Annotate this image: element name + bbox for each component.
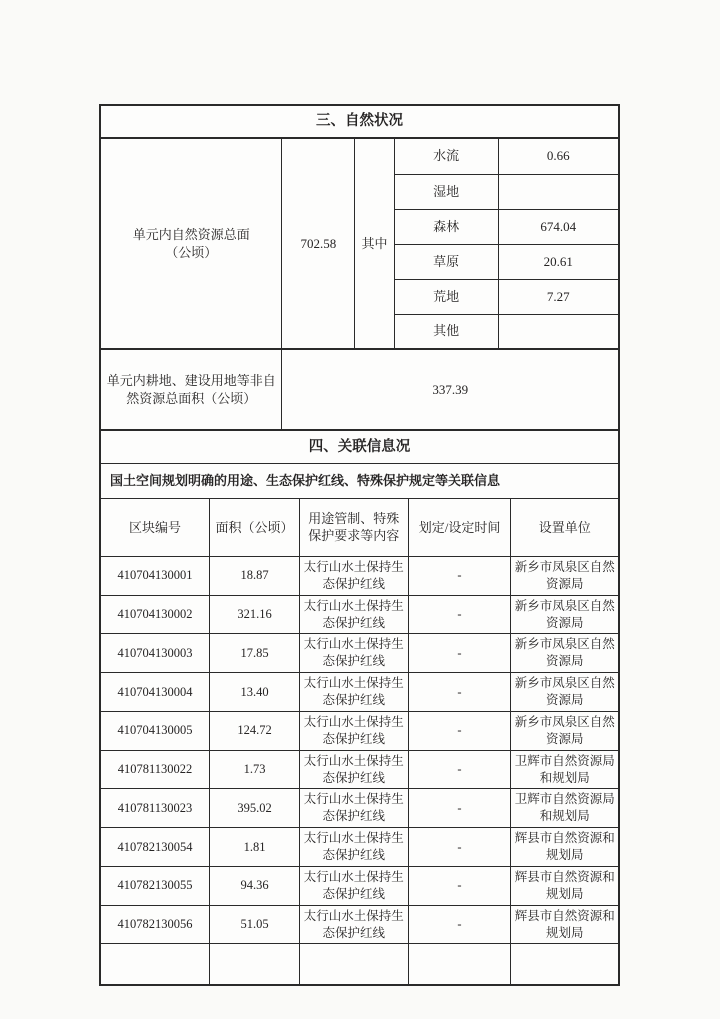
non-natural-label-line2: 然资源总面积（公顷）	[126, 390, 257, 406]
resource-area-cell: 20.61	[498, 244, 618, 279]
block-code-cell: 410704130002	[101, 595, 210, 634]
table-row	[101, 828, 618, 867]
column-header-time: 划定/设定时间	[408, 499, 511, 557]
block-code-cell: 410781130023	[101, 789, 210, 828]
empty-cell	[210, 944, 300, 985]
table-row	[101, 711, 618, 750]
resource-area-cell	[498, 314, 618, 349]
empty-cell	[511, 944, 618, 985]
related-info-subtitle: 国土空间规划明确的用途、生态保护红线、特殊保护规定等关联信息	[101, 464, 618, 499]
unit-cell: 新乡市凤泉区自然资源局	[511, 673, 618, 712]
empty-row	[101, 944, 618, 985]
unit-cell: 新乡市凤泉区自然资源局	[511, 595, 618, 634]
unit-cell: 辉县市自然资源和规划局	[511, 905, 618, 944]
resource-type-cell: 草原	[394, 244, 498, 279]
usage-cell: 太行山水土保持生态保护红线	[300, 673, 409, 712]
resource-area-cell	[498, 174, 618, 209]
section3-title: 三、自然状况	[101, 106, 618, 139]
natural-status-table	[101, 139, 618, 429]
resource-type-cell: 荒地	[394, 279, 498, 314]
column-header-area: 面积（公顷）	[210, 499, 300, 557]
time-cell: -	[408, 711, 511, 750]
resource-area-cell: 674.04	[498, 209, 618, 244]
table-header-row	[101, 499, 618, 557]
table-row	[101, 634, 618, 673]
time-cell: -	[408, 673, 511, 712]
block-code-cell: 410704130005	[101, 711, 210, 750]
column-header-usage: 用途管制、特殊保护要求等内容	[300, 499, 409, 557]
area-cell: 94.36	[210, 866, 300, 905]
empty-cell	[101, 944, 210, 985]
non-natural-label	[101, 349, 282, 429]
natural-resources-label-line1: 单元内自然资源总面	[132, 226, 250, 242]
usage-cell: 太行山水土保持生态保护红线	[300, 750, 409, 789]
block-code-cell: 410782130055	[101, 866, 210, 905]
time-cell: -	[408, 556, 511, 595]
table-row	[101, 905, 618, 944]
non-natural-value: 337.39	[282, 349, 618, 429]
area-cell: 395.02	[210, 789, 300, 828]
column-header-unit: 设置单位	[511, 499, 618, 557]
among-which-label: 其中	[355, 139, 394, 349]
resource-type-cell: 森林	[394, 209, 498, 244]
usage-cell: 太行山水土保持生态保护红线	[300, 595, 409, 634]
unit-cell: 新乡市凤泉区自然资源局	[511, 711, 618, 750]
unit-cell: 新乡市凤泉区自然资源局	[511, 556, 618, 595]
area-cell: 1.81	[210, 828, 300, 867]
table-row	[101, 595, 618, 634]
unit-cell: 辉县市自然资源和规划局	[511, 828, 618, 867]
area-cell: 124.72	[210, 711, 300, 750]
table-row	[101, 556, 618, 595]
resource-type-cell: 水流	[394, 139, 498, 174]
time-cell: -	[408, 750, 511, 789]
area-cell: 51.05	[210, 905, 300, 944]
unit-cell: 卫辉市自然资源局和规划局	[511, 789, 618, 828]
unit-cell: 辉县市自然资源和规划局	[511, 866, 618, 905]
natural-resources-label-line2: （公顷）	[165, 244, 218, 260]
section4-title: 四、关联信息况	[101, 429, 618, 464]
usage-cell: 太行山水土保持生态保护红线	[300, 828, 409, 867]
related-info-table	[101, 499, 618, 985]
block-code-cell: 410782130054	[101, 828, 210, 867]
usage-cell: 太行山水土保持生态保护红线	[300, 905, 409, 944]
area-cell: 321.16	[210, 595, 300, 634]
natural-resources-label	[101, 139, 282, 349]
unit-cell: 卫辉市自然资源局和规划局	[511, 750, 618, 789]
usage-cell: 太行山水土保持生态保护红线	[300, 866, 409, 905]
block-code-cell: 410704130003	[101, 634, 210, 673]
usage-cell: 太行山水土保持生态保护红线	[300, 711, 409, 750]
time-cell: -	[408, 595, 511, 634]
column-header-block-code: 区块编号	[101, 499, 210, 557]
table-row	[101, 750, 618, 789]
block-code-cell: 410704130001	[101, 556, 210, 595]
area-cell: 18.87	[210, 556, 300, 595]
table-row	[101, 349, 618, 429]
table-row	[101, 866, 618, 905]
table-row	[101, 789, 618, 828]
area-cell: 13.40	[210, 673, 300, 712]
empty-cell	[408, 944, 511, 985]
time-cell: -	[408, 866, 511, 905]
block-code-cell: 410781130022	[101, 750, 210, 789]
time-cell: -	[408, 789, 511, 828]
usage-cell: 太行山水土保持生态保护红线	[300, 789, 409, 828]
time-cell: -	[408, 828, 511, 867]
time-cell: -	[408, 634, 511, 673]
empty-cell	[300, 944, 409, 985]
natural-total-value: 702.58	[282, 139, 355, 349]
unit-cell: 新乡市凤泉区自然资源局	[511, 634, 618, 673]
resource-type-cell: 湿地	[394, 174, 498, 209]
usage-cell: 太行山水土保持生态保护红线	[300, 556, 409, 595]
resource-area-cell: 7.27	[498, 279, 618, 314]
usage-cell: 太行山水土保持生态保护红线	[300, 634, 409, 673]
time-cell: -	[408, 905, 511, 944]
document-table	[99, 104, 620, 986]
block-code-cell: 410704130004	[101, 673, 210, 712]
table-row	[101, 673, 618, 712]
resource-type-cell: 其他	[394, 314, 498, 349]
resource-area-cell: 0.66	[498, 139, 618, 174]
block-code-cell: 410782130056	[101, 905, 210, 944]
table-row	[101, 139, 618, 174]
area-cell: 17.85	[210, 634, 300, 673]
non-natural-label-line1: 单元内耕地、建设用地等非自	[106, 372, 276, 388]
area-cell: 1.73	[210, 750, 300, 789]
